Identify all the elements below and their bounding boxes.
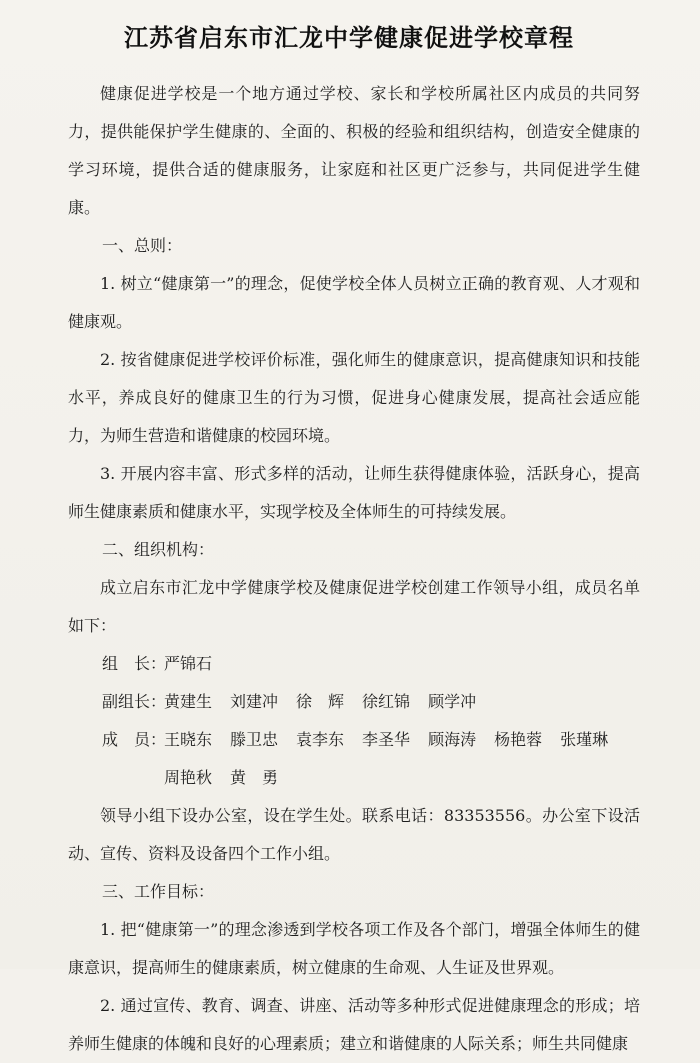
member-name: 黄 勇 xyxy=(230,768,279,787)
document-title: 江苏省启东市汇龙中学健康促进学校章程 xyxy=(124,23,574,52)
office-paragraph: 领导小组下设办公室，设在学生处。联系电话：83353556。办公室下设活动、宣传、资料及设备四个工作小组。 xyxy=(68,806,640,863)
intro-paragraph: 健康促进学校是一个地方通过学校、家长和学校所属社区内成员的共同努力，提供能保护学生健康的、全面的、积极的经验和组织结构，创造安全健康的学习环境，提供合适的健康服务，让家庭和社区更广泛参与，共同促进学生健康。 xyxy=(68,84,640,217)
leader-row xyxy=(68,645,640,683)
organization-paragraph: 成立启东市汇龙中学健康学校及健康促进学校创建工作领导小组，成员名单如下： xyxy=(68,578,640,635)
members-row-1 xyxy=(68,721,640,759)
members-label: 成 员： xyxy=(102,730,167,749)
general-item-3: 3. 开展内容丰富、形式多样的活动，让师生获得健康体验，活跃身心，提高师生健康素质和健康水平，实现学校及全体师生的可持续发展。 xyxy=(68,464,640,521)
deputy-name: 徐 辉 xyxy=(296,692,345,711)
member-name: 袁李东 xyxy=(296,730,345,749)
leader-label: 组 长： xyxy=(102,654,167,673)
deputy-label: 副组长： xyxy=(102,692,167,711)
member-name: 周艳秋 xyxy=(164,768,213,787)
goal-item-1: 1. 把“健康第一”的理念渗透到学校各项工作及各个部门，增强全体师生的健康意识，提高师生的健康素质，树立健康的生命观、人生证及世界观。 xyxy=(68,920,640,977)
member-name: 顾海涛 xyxy=(428,730,477,749)
member-name: 李圣华 xyxy=(362,730,411,749)
general-item-2: 2. 按省健康促进学校评价标准，强化师生的健康意识，提高健康知识和技能水平，养成良好的健康卫生的行为习惯，促进身心健康发展，提高社会适应能力，为师生营造和谐健康的校园环境。 xyxy=(68,350,640,445)
member-name: 王晓东 xyxy=(164,730,213,749)
goal-item-2: 2. 通过宣传、教育、调查、讲座、活动等多种形式促进健康理念的形成；培养师生健康的体魄和良好的心理素质；建立和谐健康的人际关系；师生共同健康 xyxy=(68,996,640,1053)
section-heading-organization: 二、组织机构： xyxy=(102,540,215,559)
members-row-2 xyxy=(68,759,640,797)
section-heading-goals: 三、工作目标： xyxy=(102,882,215,901)
deputy-name: 黄建生 xyxy=(164,692,213,711)
deputy-row xyxy=(68,683,640,721)
deputy-name: 顾学冲 xyxy=(428,692,477,711)
section-heading-general: 一、总则： xyxy=(102,236,183,255)
member-name: 杨艳蓉 xyxy=(494,730,543,749)
member-name: 滕卫忠 xyxy=(230,730,279,749)
deputy-name: 刘建冲 xyxy=(230,692,279,711)
member-name: 张瑾琳 xyxy=(560,730,609,749)
general-item-1: 1. 树立“健康第一”的理念，促使学校全体人员树立正确的教育观、人才观和健康观。 xyxy=(68,274,640,331)
deputy-name: 徐红锦 xyxy=(362,692,411,711)
leader-name: 严锦石 xyxy=(164,654,213,673)
